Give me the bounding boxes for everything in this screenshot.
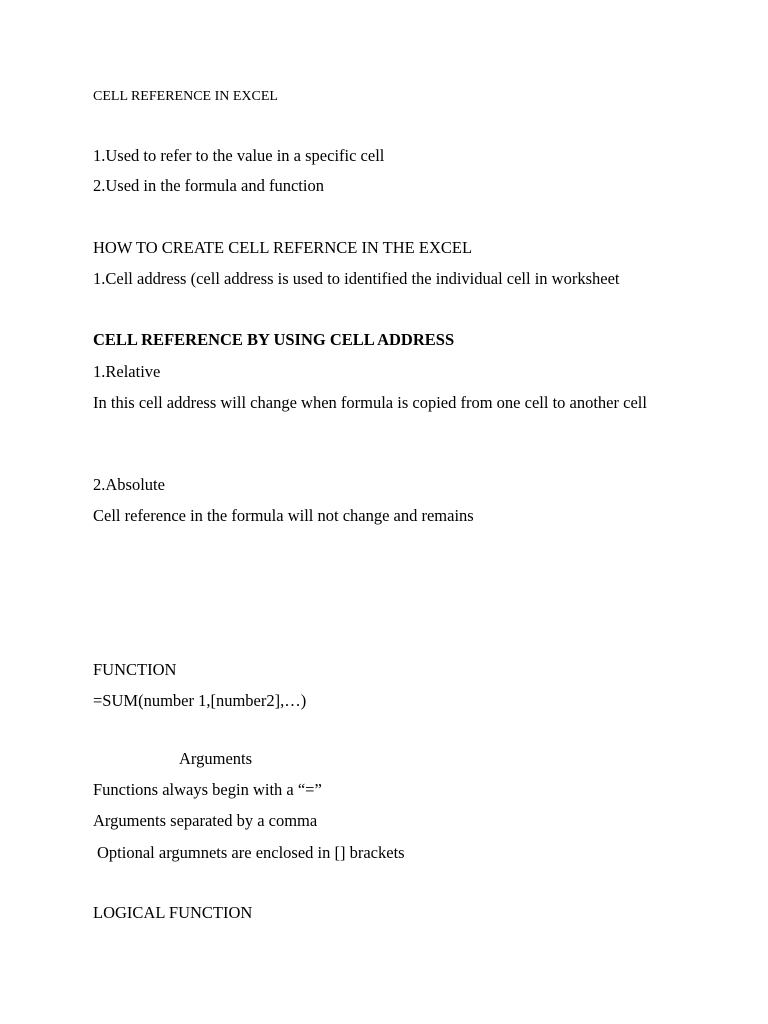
note-optional: Optional argumnets are enclosed in [] brackets bbox=[97, 843, 405, 862]
logical-function-heading: LOGICAL FUNCTION bbox=[93, 903, 253, 922]
cell-address-heading: CELL REFERENCE BY USING CELL ADDRESS bbox=[93, 330, 455, 349]
relative-description: In this cell address will change when formula is copied from one cell to another cell bbox=[93, 393, 647, 412]
relative-label: 1.Relative bbox=[93, 362, 161, 381]
note-equals: Functions always begin with a “=” bbox=[93, 780, 322, 799]
function-heading: FUNCTION bbox=[93, 660, 177, 679]
use-item-2: 2.Used in the formula and function bbox=[93, 176, 324, 195]
absolute-label: 2.Absolute bbox=[93, 475, 165, 494]
note-comma: Arguments separated by a comma bbox=[93, 811, 318, 830]
how-to-heading: HOW TO CREATE CELL REFERNCE IN THE EXCEL bbox=[93, 238, 473, 257]
arguments-label: Arguments bbox=[179, 749, 253, 768]
document-title: CELL REFERENCE IN EXCEL bbox=[93, 89, 278, 104]
sum-syntax: =SUM(number 1,[number2],…) bbox=[93, 691, 307, 710]
how-to-point: 1.Cell address (cell address is used to identified the individual cell in worksheet bbox=[93, 269, 620, 288]
absolute-description: Cell reference in the formula will not change and remains bbox=[93, 506, 474, 525]
use-item-1: 1.Used to refer to the value in a specific cell bbox=[93, 146, 385, 165]
